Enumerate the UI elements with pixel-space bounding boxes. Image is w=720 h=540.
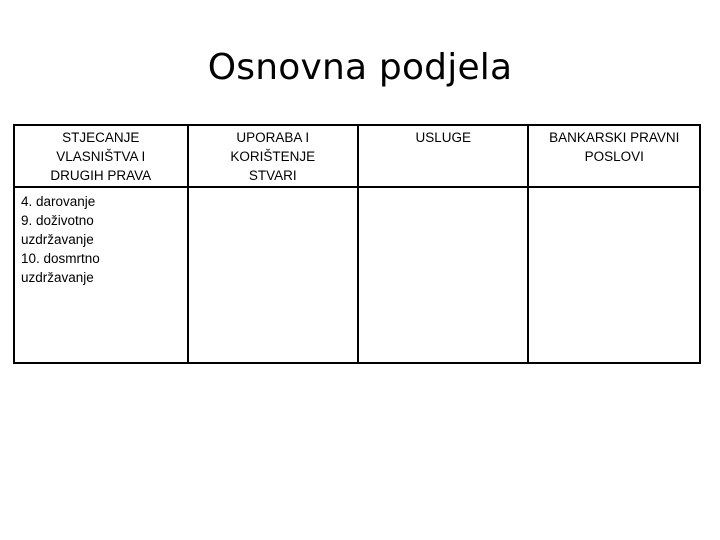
list-item: 9. doživotno bbox=[21, 213, 94, 228]
header-line: POSLOVI bbox=[584, 149, 644, 164]
category-table bbox=[13, 124, 701, 364]
header-line: VLASNIŠTVA I bbox=[56, 149, 146, 164]
list-item: uzdržavanje bbox=[21, 270, 94, 285]
header-line: KORIŠTENJE bbox=[230, 149, 316, 164]
list-item: 4. darovanje bbox=[21, 194, 96, 209]
body-cell-services bbox=[358, 187, 528, 363]
header-line: USLUGE bbox=[415, 130, 471, 145]
header-line: BANKARSKI PRAVNI bbox=[549, 130, 680, 145]
body-cell-acquisition bbox=[14, 187, 188, 363]
header-cell-use bbox=[188, 125, 358, 187]
header-cell-services bbox=[358, 125, 528, 187]
list-item: uzdržavanje bbox=[21, 232, 94, 247]
table-header-row bbox=[14, 125, 700, 187]
header-cell-acquisition bbox=[14, 125, 188, 187]
header-cell-banking bbox=[528, 125, 700, 187]
table-body-row bbox=[14, 187, 700, 363]
slide-title: Osnovna podjela bbox=[207, 47, 513, 88]
header-line: UPORABA I bbox=[236, 130, 310, 145]
list-item: 10. dosmrtno bbox=[21, 251, 100, 266]
header-line: DRUGIH PRAVA bbox=[50, 168, 152, 183]
body-cell-banking bbox=[528, 187, 700, 363]
body-cell-use bbox=[188, 187, 358, 363]
header-line: STJECANJE bbox=[62, 130, 140, 145]
header-line: STVARI bbox=[248, 168, 297, 183]
